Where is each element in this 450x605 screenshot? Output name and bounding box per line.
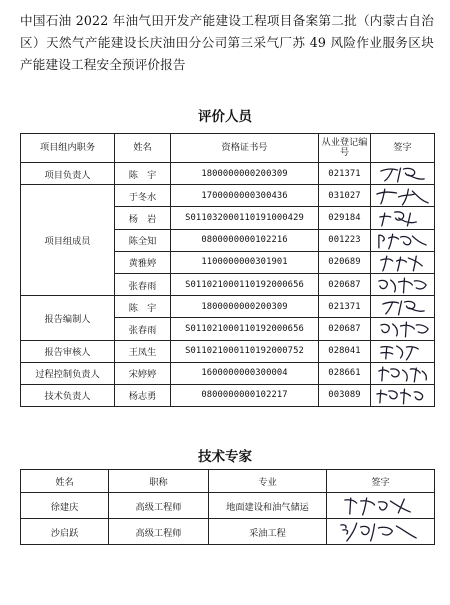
document-title: 中国石油 2022 年油气田开发产能建设工程项目备案第二批（内蒙古自治区）天然气产能建设长庆油田分公司第三采气厂苏 49 风险作业服务区块产能建设工程安全预评价报告 [20,13,434,72]
name-cell: 张春雨 [115,318,171,340]
handwritten-signature [371,207,434,228]
signature-cell [371,229,435,251]
expert-major-cell: 地面建设和油气储运 [209,493,327,519]
expert-title-cell: 高级工程师 [109,519,209,545]
role-cell: 项目组成员 [21,185,115,296]
handwritten-signature [327,493,434,518]
table-row [21,340,435,362]
role-cell: 项目负责人 [21,163,115,185]
signature-cell [327,519,435,545]
role-cell: 过程控制负责人 [21,362,115,384]
handwritten-signature [371,363,434,384]
name-cell: 陈 宇 [115,296,171,318]
signature-cell [371,318,435,340]
name-cell: 于冬水 [115,185,171,207]
header-reg: 从业登记编号 [319,134,371,163]
evaluators-section-title: 评价人员 [198,109,252,125]
handwritten-signature [371,230,434,251]
cert-cell: 1700000000300436 [171,185,319,207]
reg-cell: 020687 [319,273,371,295]
name-cell: 张春雨 [115,273,171,295]
reg-cell: 028661 [319,362,371,384]
table-row [21,185,435,207]
header-cert: 资格证书号 [171,134,319,163]
table-row [21,519,435,545]
expert-major-cell: 采油工程 [209,519,327,545]
table-row [21,362,435,384]
signature-cell [371,340,435,362]
handwritten-signature [371,385,434,406]
cert-cell: S011021000110192000656 [171,318,319,340]
signature-cell [371,207,435,229]
table-row [21,296,435,318]
role-cell: 报告审核人 [21,340,115,362]
cert-cell: 1600000000300004 [171,362,319,384]
table-row [21,384,435,406]
signature-cell [371,251,435,273]
reg-cell: 021371 [319,296,371,318]
signature-cell [371,163,435,185]
signature-cell [371,296,435,318]
reg-cell: 021371 [319,163,371,185]
cert-cell: 0800000000102216 [171,229,319,251]
name-cell: 陈 宇 [115,163,171,185]
handwritten-signature [371,252,434,273]
role-cell: 技术负责人 [21,384,115,406]
handwritten-signature [371,318,434,339]
name-cell: 杨志勇 [115,384,171,406]
reg-cell: 031027 [319,185,371,207]
handwritten-signature [371,163,434,184]
experts-header-row [21,470,435,493]
signature-cell [371,273,435,295]
signature-cell [371,185,435,207]
reg-cell: 029184 [319,207,371,229]
expert-name-cell: 徐建庆 [21,493,109,519]
cert-cell: S011021000110192000656 [171,273,319,295]
expert-title-cell: 高级工程师 [109,493,209,519]
signature-cell [371,384,435,406]
experts-table [20,469,435,545]
cert-cell: 0800000000102217 [171,384,319,406]
reg-cell: 020687 [319,318,371,340]
cert-cell: 1800000000200309 [171,296,319,318]
header-name: 姓名 [21,470,109,493]
cert-cell: S011032000110191000429 [171,207,319,229]
reg-cell: 028041 [319,340,371,362]
expert-name-cell: 沙启跃 [21,519,109,545]
evaluators-table [20,133,435,407]
name-cell: 黄雅婷 [115,251,171,273]
role-cell: 报告编制人 [21,296,115,340]
header-major: 专业 [209,470,327,493]
handwritten-signature [371,296,434,317]
handwritten-signature [327,519,434,544]
name-cell: 杨 岩 [115,207,171,229]
reg-cell: 020689 [319,251,371,273]
header-title: 职称 [109,470,209,493]
signature-cell [327,493,435,519]
handwritten-signature [371,185,434,206]
reg-cell: 001223 [319,229,371,251]
cert-cell: S011021000110192000752 [171,340,319,362]
header-role: 项目组内职务 [21,134,115,163]
evaluators-header-row [21,134,435,163]
header-name: 姓名 [115,134,171,163]
cert-cell: 1100000000301901 [171,251,319,273]
name-cell: 宋婷婷 [115,362,171,384]
table-row [21,163,435,185]
name-cell: 王凤生 [115,340,171,362]
table-row [21,493,435,519]
name-cell: 陈全知 [115,229,171,251]
header-sign: 签字 [327,470,435,493]
header-sign: 签字 [371,134,435,163]
handwritten-signature [371,274,434,295]
signature-cell [371,362,435,384]
reg-cell: 003089 [319,384,371,406]
experts-section-title: 技术专家 [198,449,252,465]
cert-cell: 1800000000200309 [171,163,319,185]
handwritten-signature [371,341,434,362]
